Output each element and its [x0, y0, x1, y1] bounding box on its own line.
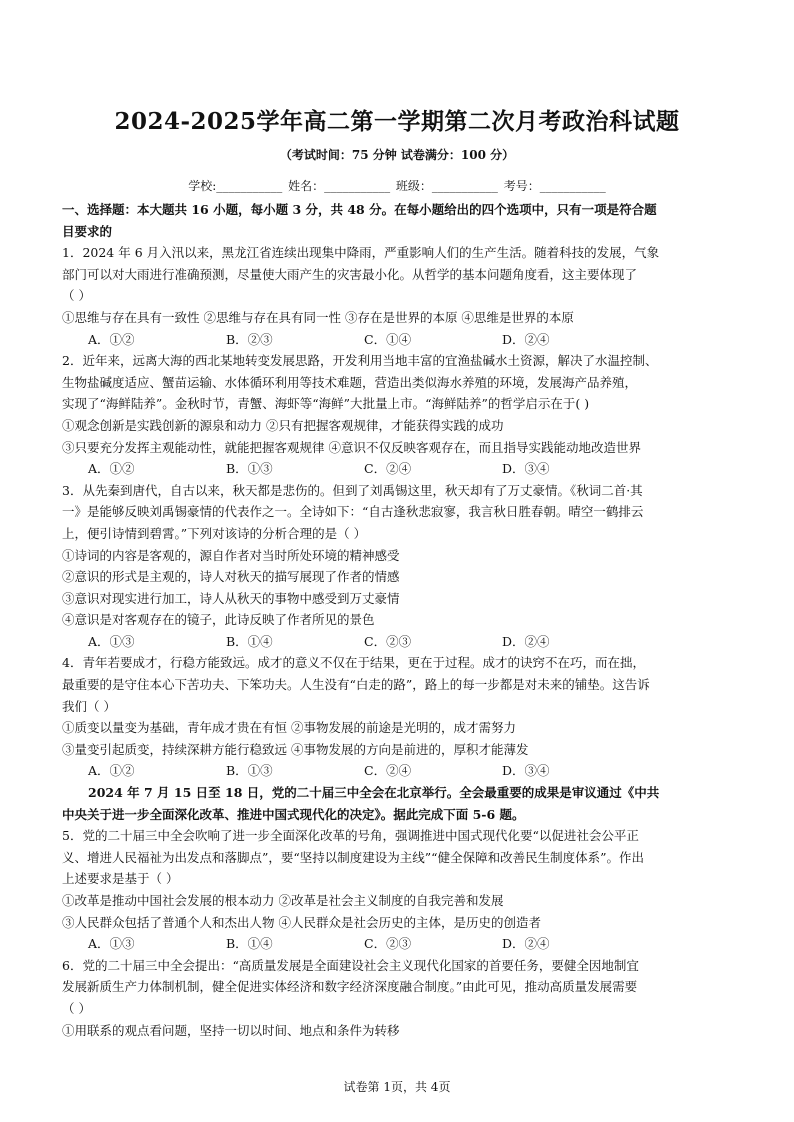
question-6 — [62, 955, 732, 1041]
statement: ①用联系的观点看问题，坚持一切以时间、地点和条件为转移 — [62, 1022, 400, 1038]
option-b: B．①③ — [226, 461, 273, 477]
answer-options — [62, 458, 732, 480]
question-text: 1．2024 年 6 月入汛以来，黑龙江省连续出现集中降雨，严重影响人们的生产生活。随着科技的发展，气象 — [62, 245, 660, 261]
answer-options — [62, 933, 732, 955]
option-b: B．①④ — [226, 633, 273, 649]
option-a: A．①② — [88, 331, 135, 347]
question-body — [62, 199, 732, 1041]
answer-options — [62, 329, 732, 351]
statement: ②意识的形式是主观的，诗人对秋天的描写展现了作者的情感 — [62, 569, 400, 585]
question-text: 实现了“海鲜陆养”。金秋时节，青蟹、海虾等“海鲜”大批量上市。“海鲜陆养”的哲学启示在于( ) — [62, 396, 590, 412]
option-c: C．②③ — [364, 633, 412, 649]
question-text: 义、增进人民福祉为出发点和落脚点”，要“坚持以制度建设为主线”“健全保障和改善民生制度体系”。作出 — [62, 849, 644, 865]
school-field: 学校:___________ — [188, 179, 283, 193]
option-b: B．①④ — [226, 936, 273, 952]
statement: ③人民群众包括了普通个人和杰出人物 ④人民群众是社会历史的主体，是历史的创造者 — [62, 914, 541, 930]
statement: ①诗词的内容是客观的，源自作者对当时所处环境的精神感受 — [62, 547, 400, 563]
option-c: C．②④ — [364, 461, 412, 477]
material-text: 2024 年 7 月 15 日至 18 日，党的二十届三中全会在北京举行。全会最重要的成果是审议通过《中共 — [88, 785, 660, 801]
option-a: A．①② — [88, 763, 135, 779]
exam-time-info: （考试时间：75 分钟 试卷满分：100 分） — [279, 148, 515, 162]
question-text: 一》是能够反映刘禹锡豪情的代表作之一。全诗如下：“自古逢秋悲寂寥，我言秋日胜春朝。晴空一鹤排云 — [62, 504, 644, 520]
class-field: 班级：___________ — [395, 179, 498, 193]
question-text: 5．党的二十届三中全会吹响了进一步全面深化改革的号角，强调推进中国式现代化要“以促进社会公平正 — [62, 828, 639, 844]
option-c: C．①④ — [364, 331, 412, 347]
section-heading-cont: 目要求的 — [62, 223, 113, 239]
question-text: 最重要的是守住本心下苦功夫、下笨功夫。人生没有“白走的路”，路上的每一步都是对未来的铺垫。这告诉 — [62, 677, 650, 693]
student-info-line — [0, 177, 794, 194]
page-title: 2024-2025学年高二第一学期第二次月考政治科试题 — [114, 108, 680, 135]
statement: ①观念创新是实践创新的源泉和动力 ②只有把握客观规律，才能获得实践的成功 — [62, 417, 504, 433]
option-a: A．①③ — [88, 936, 135, 952]
question-text: 3．从先秦到唐代，自古以来，秋天都是悲伤的。但到了刘禹锡这里，秋天却有了万丈豪情。《秋词二首·其 — [62, 482, 643, 498]
question-text: 部门可以对大雨进行准确预测，尽量使大雨产生的灾害最小化。从哲学的基本问题角度看，这主要体现了 — [62, 266, 638, 282]
option-d: D．②④ — [502, 936, 550, 952]
option-d: D．②④ — [502, 331, 550, 347]
option-c: C．②④ — [364, 763, 412, 779]
question-text: 4．青年若要成才，行稳方能致远。成才的意义不仅在于结果，更在于过程。成才的诀窍不在巧，而在拙， — [62, 655, 645, 671]
statement: ③只要充分发挥主观能动性，就能把握客观规律 ④意识不仅反映客观存在，而且指导实践能动地改造世界 — [62, 439, 641, 455]
question-text: （ ） — [62, 288, 91, 304]
statement: ①思维与存在具有一致性 ②思维与存在具有同一性 ③存在是世界的本原 ④思维是世界的本原 — [62, 309, 574, 325]
question-text: 我们（ ） — [62, 698, 116, 714]
reading-material — [62, 782, 732, 825]
option-a: A．①③ — [88, 633, 135, 649]
question-1 — [62, 242, 732, 350]
material-text: 中央关于进一步全面深化改革、推进中国式现代化的决定》。据此完成下面 5-6 题。 — [62, 806, 525, 822]
answer-options — [62, 631, 732, 653]
page-footer: 试卷第 1页，共 4页 — [343, 1080, 451, 1094]
question-3 — [62, 480, 732, 653]
option-b: B．①③ — [226, 763, 273, 779]
option-a: A．①② — [88, 461, 135, 477]
statement: ③意识对现实进行加工，诗人从秋天的事物中感受到万丈豪情 — [62, 590, 400, 606]
answer-options — [62, 760, 732, 782]
name-field: 姓名：___________ — [288, 179, 391, 193]
question-text: 发展新质生产力体制机制，健全促进实体经济和数字经济深度融合制度。”由此可见，推动高质量发展需要 — [62, 979, 638, 995]
option-b: B．②③ — [226, 331, 273, 347]
question-2 — [62, 350, 732, 480]
question-text: 6．党的二十届三中全会提出：“高质量发展是全面建设社会主义现代化国家的首要任务，要健全因地制宜 — [62, 957, 639, 973]
exam-number-field: 考号：___________ — [503, 179, 606, 193]
section-heading: 一、选择题：本大题共 16 小题，每小题 3 分，共 48 分。在每小题给出的四个选项中，只有一项是符合题 — [62, 202, 657, 217]
statement: ④意识是对客观存在的镜子，此诗反映了作者所见的景色 — [62, 612, 375, 628]
statement: ①质变以量变为基础，青年成才贵在有恒 ②事物发展的前途是光明的，成才需努力 — [62, 720, 516, 736]
question-text: 上，便引诗情到碧霄。”下列对该诗的分析合理的是（ ） — [62, 525, 367, 541]
option-d: D．③④ — [502, 461, 550, 477]
option-d: D．③④ — [502, 763, 550, 779]
option-d: D．②④ — [502, 633, 550, 649]
question-text: 2．近年来，远离大海的西北某地转变发展思路，开发利用当地丰富的宜渔盐碱水土资源，解决了水温控制、 — [62, 353, 658, 369]
question-text: （ ） — [62, 1000, 91, 1016]
question-text: 生物盐碱度适应、蟹苗运输、水体循环利用等技术难题，营造出类似海水养殖的环境，发展海产品养殖， — [62, 374, 638, 390]
question-text: 上述要求是基于（ ） — [62, 871, 179, 887]
statement: ①改革是推动中国社会发展的根本动力 ②改革是社会主义制度的自我完善和发展 — [62, 893, 504, 908]
option-c: C．②③ — [364, 936, 412, 952]
question-4 — [62, 652, 732, 782]
question-5 — [62, 825, 732, 955]
statement: ③量变引起质变，持续深耕方能行稳致远 ④事物发展的方向是前进的，厚积才能薄发 — [62, 741, 529, 757]
